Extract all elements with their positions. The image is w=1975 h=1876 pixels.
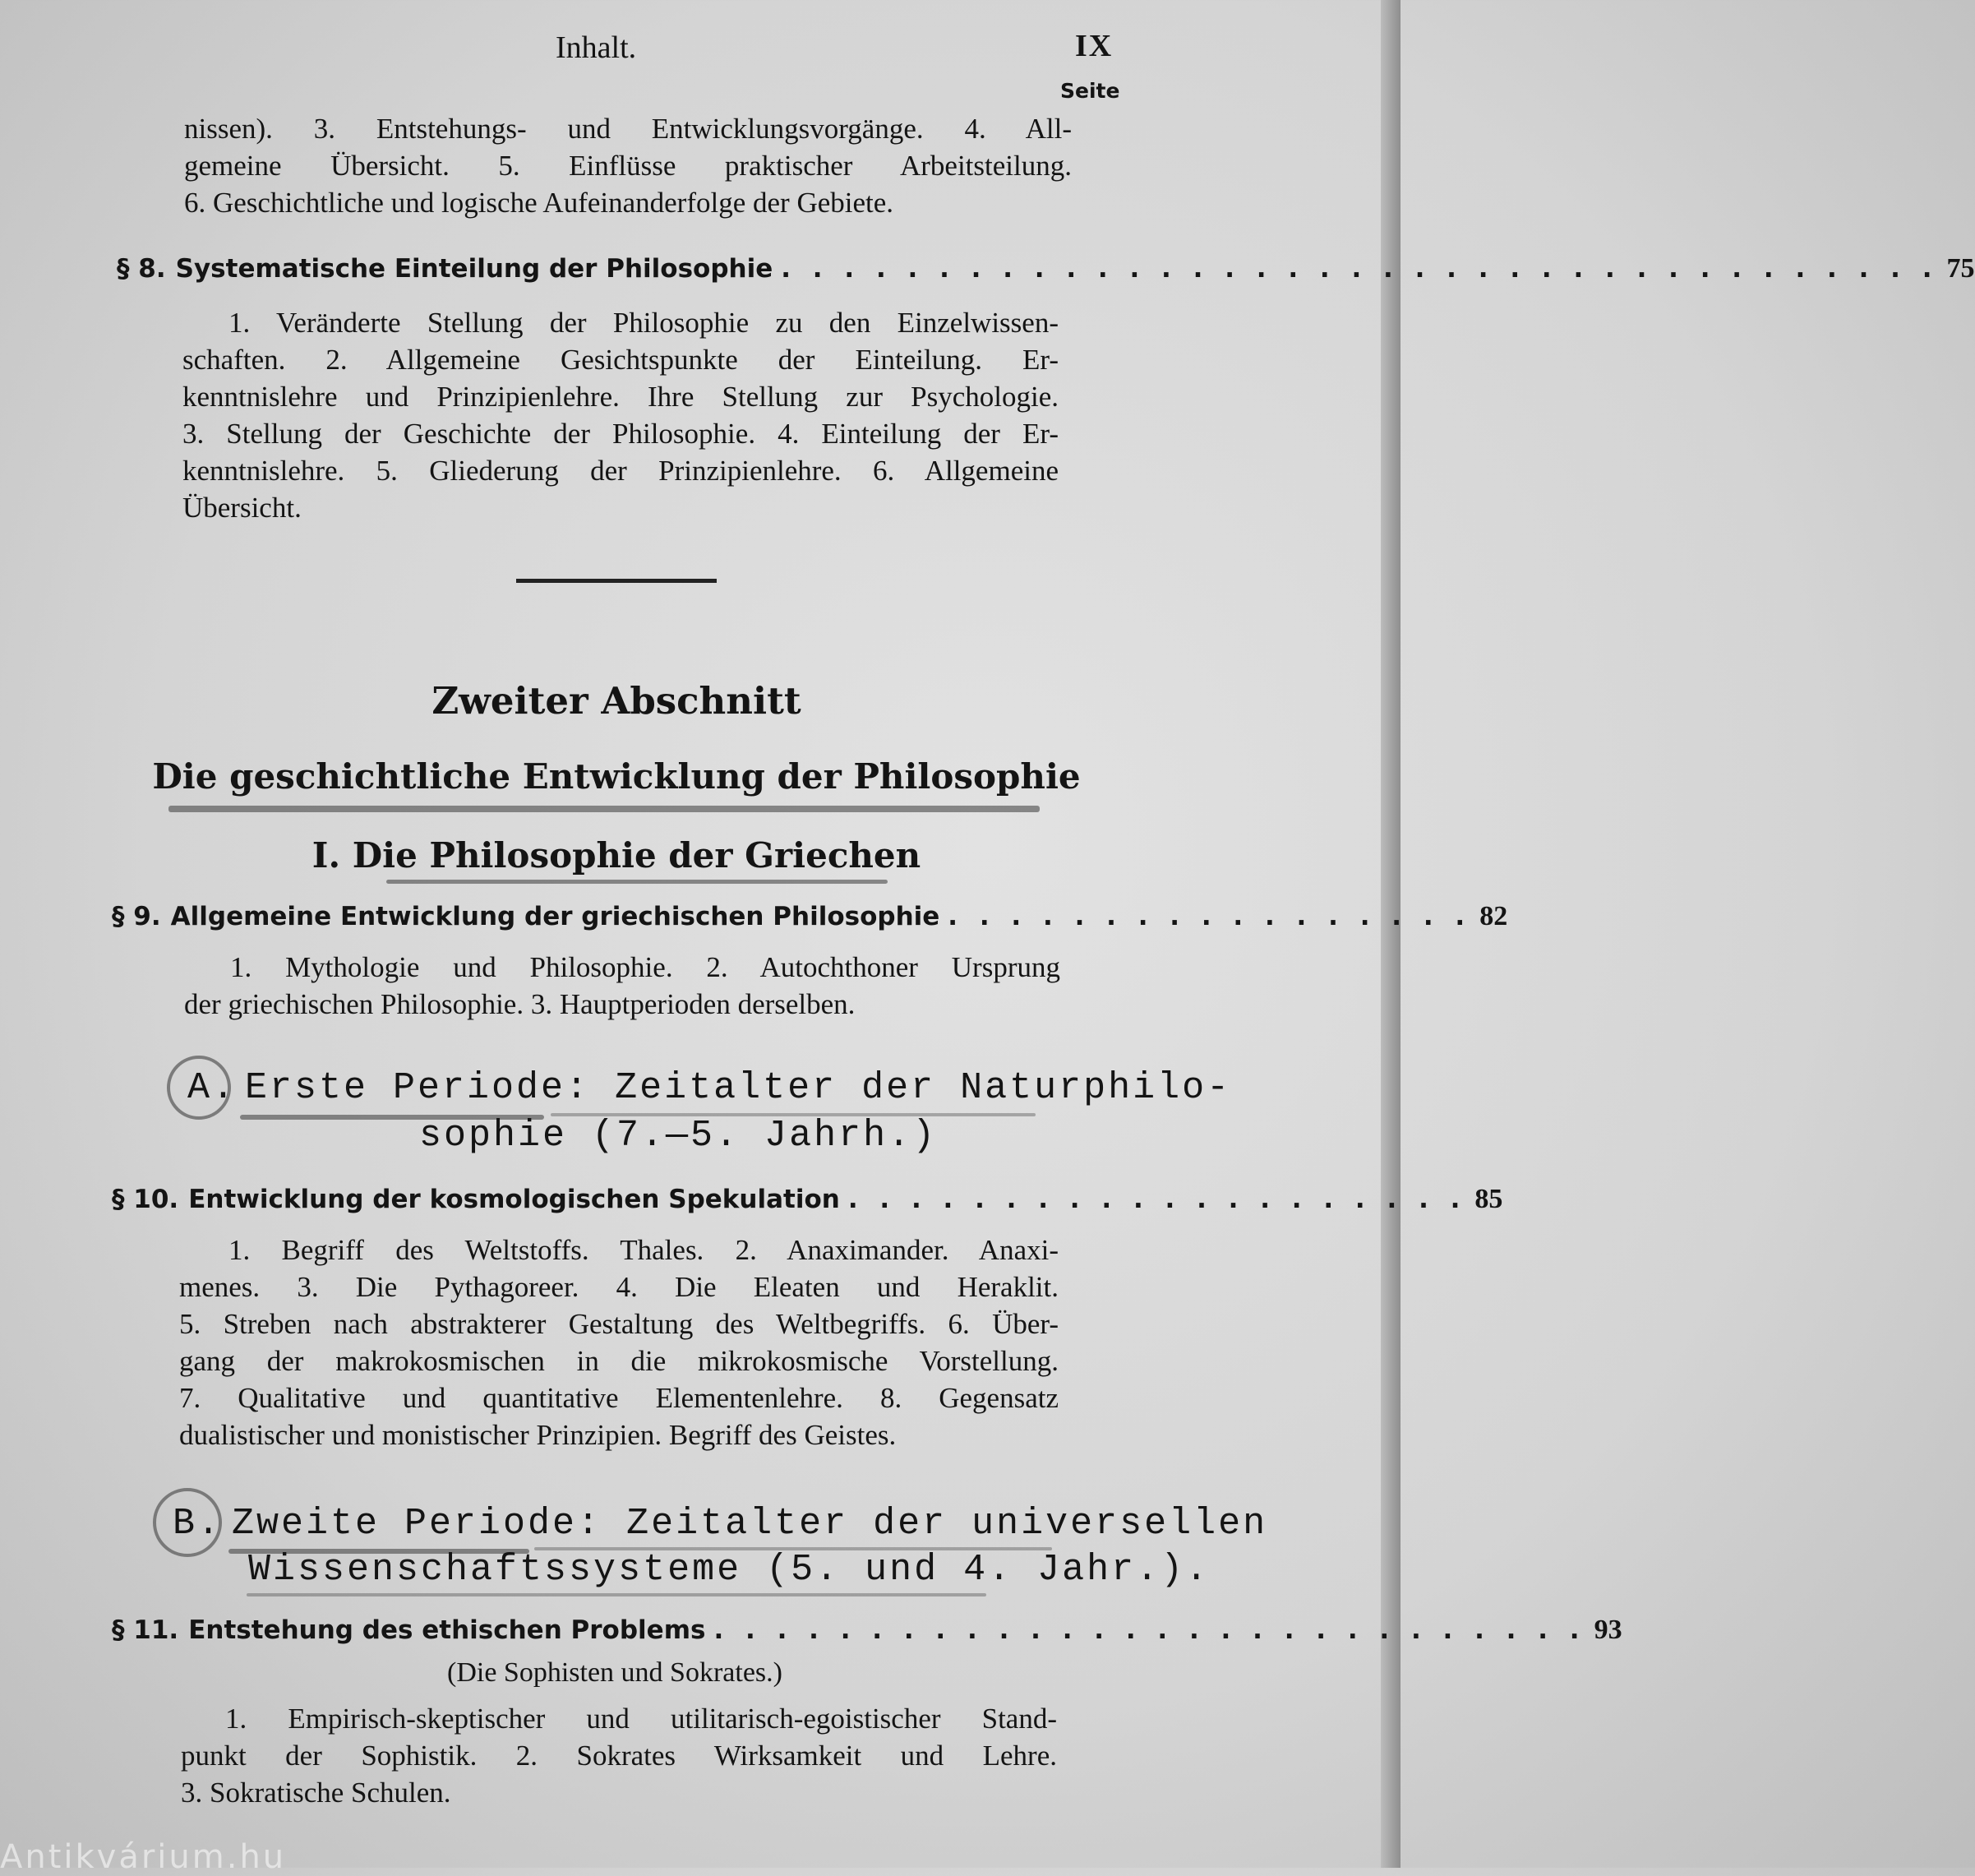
text-line: punkt der Sophistik. 2. Sokrates Wirksamkeit und Lehre. <box>181 1740 1057 1772</box>
text-line: gang der makrokosmischen in die mikrokosmische Vorstellung. <box>179 1345 1059 1377</box>
page-ref: 85 <box>1474 1184 1503 1214</box>
text-line: 1. Veränderte Stellung der Philosophie zu den Einzelwissen- <box>228 307 1059 339</box>
text-line: nissen). 3. Entstehungs- und Entwicklungsvorgänge. 4. All- <box>184 113 1072 145</box>
entry-title: Allgemeine Entwicklung der griechischen Philosophie <box>170 902 940 931</box>
paragraph-10 <box>179 1231 1059 1453</box>
entry-11-note: (Die Sophisten und Sokrates.) <box>447 1657 782 1688</box>
pencil-underline <box>247 1593 986 1596</box>
leader-dots: . . . . . . . . . . . . . . . . . . . . <box>847 1185 1467 1214</box>
paragraph-11 <box>181 1700 1057 1811</box>
text-line: menes. 3. Die Pythagoreer. 4. Die Eleaten und Heraklit. <box>179 1271 1059 1303</box>
watermark: Antikvárium.hu <box>0 1838 287 1876</box>
section-number: § 10. <box>112 1185 179 1214</box>
entry-title: Systematische Einteilung der Philosophie <box>175 254 773 284</box>
period-a-line1: Erste Periode: Zeitalter der Naturphilo- <box>245 1067 1232 1109</box>
section-number: § 8. <box>117 254 166 284</box>
section-subheading: Die geschichtliche Entwicklung der Philosophie <box>152 756 1081 797</box>
entry-title: Entstehung des ethischen Problems <box>188 1615 706 1645</box>
toc-entry-8[interactable] <box>117 248 1975 289</box>
page-header <box>0 26 1400 76</box>
pencil-underline <box>386 880 888 884</box>
text-line: kenntnislehre. 5. Gliederung der Prinzipienlehre. 6. Allgemeine <box>182 455 1059 487</box>
page-number: IX <box>1075 29 1114 63</box>
text-line: 7. Qualitative und quantitative Elementenlehre. 8. Gegensatz <box>179 1382 1059 1414</box>
top-paragraph <box>184 110 1072 221</box>
section-heading: Zweiter Abschnitt <box>431 679 801 723</box>
text-line: Übersicht. <box>182 492 302 524</box>
pencil-underline <box>168 806 1040 812</box>
part-heading: I. Die Philosophie der Griechen <box>311 835 921 876</box>
section-number: § 11. <box>112 1615 179 1645</box>
page-ref: 82 <box>1479 901 1508 931</box>
period-b-line1: Zweite Periode: Zeitalter der universellen <box>232 1503 1268 1545</box>
running-title: Inhalt. <box>556 30 637 65</box>
toc-entry-9[interactable] <box>112 896 1508 937</box>
text-line: schaften. 2. Allgemeine Gesichtspunkte der Einteilung. Er- <box>182 344 1059 376</box>
entry-title: Entwicklung der kosmologischen Spekulation <box>188 1185 840 1214</box>
text-line: dualistischer und monistischer Prinzipien. Begriff des Geistes. <box>179 1419 897 1451</box>
leader-dots: . . . . . . . . . . . . . . . . . . . . . . . . . . . . . . . . . . . . . <box>781 254 1939 284</box>
period-a-letter: A. <box>187 1067 238 1109</box>
text-line: 1. Mythologie und Philosophie. 2. Autochthoner Ursprung <box>230 951 1060 983</box>
section-number: § 9. <box>112 902 161 931</box>
page-ref: 93 <box>1594 1615 1622 1645</box>
paragraph-9 <box>184 949 1060 1023</box>
period-a-line2: sophie (7.—5. Jahrh.) <box>419 1115 938 1157</box>
text-line: 1. Empirisch-skeptischer und utilitarisch-egoistischer Stand- <box>225 1703 1057 1735</box>
text-line: 3. Sokratische Schulen. <box>181 1777 451 1809</box>
text-line: 5. Streben nach abstrakterer Gestaltung des Weltbegriffs. 6. Über- <box>179 1308 1059 1340</box>
text-line: 6. Geschichtliche und logische Aufeinanderfolge der Gebiete. <box>184 187 894 219</box>
period-b-letter: B. <box>173 1503 223 1545</box>
text-line: 3. Stellung der Geschichte der Philosophie. 4. Einteilung der Er- <box>182 418 1059 450</box>
period-b-line2: Wissenschaftssysteme (5. und 4. Jahr.). <box>248 1549 1211 1591</box>
paragraph-8 <box>182 304 1059 526</box>
text-line: kenntnislehre und Prinzipienlehre. Ihre Stellung zur Psychologie. <box>182 381 1059 413</box>
text-line: der griechischen Philosophie. 3. Hauptperioden derselben. <box>184 988 856 1020</box>
toc-entry-11[interactable] <box>112 1610 1622 1651</box>
divider-rule <box>516 579 717 583</box>
leader-dots: . . . . . . . . . . . . . . . . . <box>948 902 1472 931</box>
text-line: gemeine Übersicht. 5. Einflüsse praktischer Arbeitsteilung. <box>184 150 1072 182</box>
page-ref: 75 <box>1946 253 1975 284</box>
seite-label: Seite <box>1060 79 1120 103</box>
leader-dots: . . . . . . . . . . . . . . . . . . . . . . . . . . . . <box>713 1615 1586 1645</box>
toc-entry-10[interactable] <box>112 1179 1503 1220</box>
text-line: 1. Begriff des Weltstoffs. Thales. 2. Anaximander. Anaxi- <box>228 1234 1059 1266</box>
